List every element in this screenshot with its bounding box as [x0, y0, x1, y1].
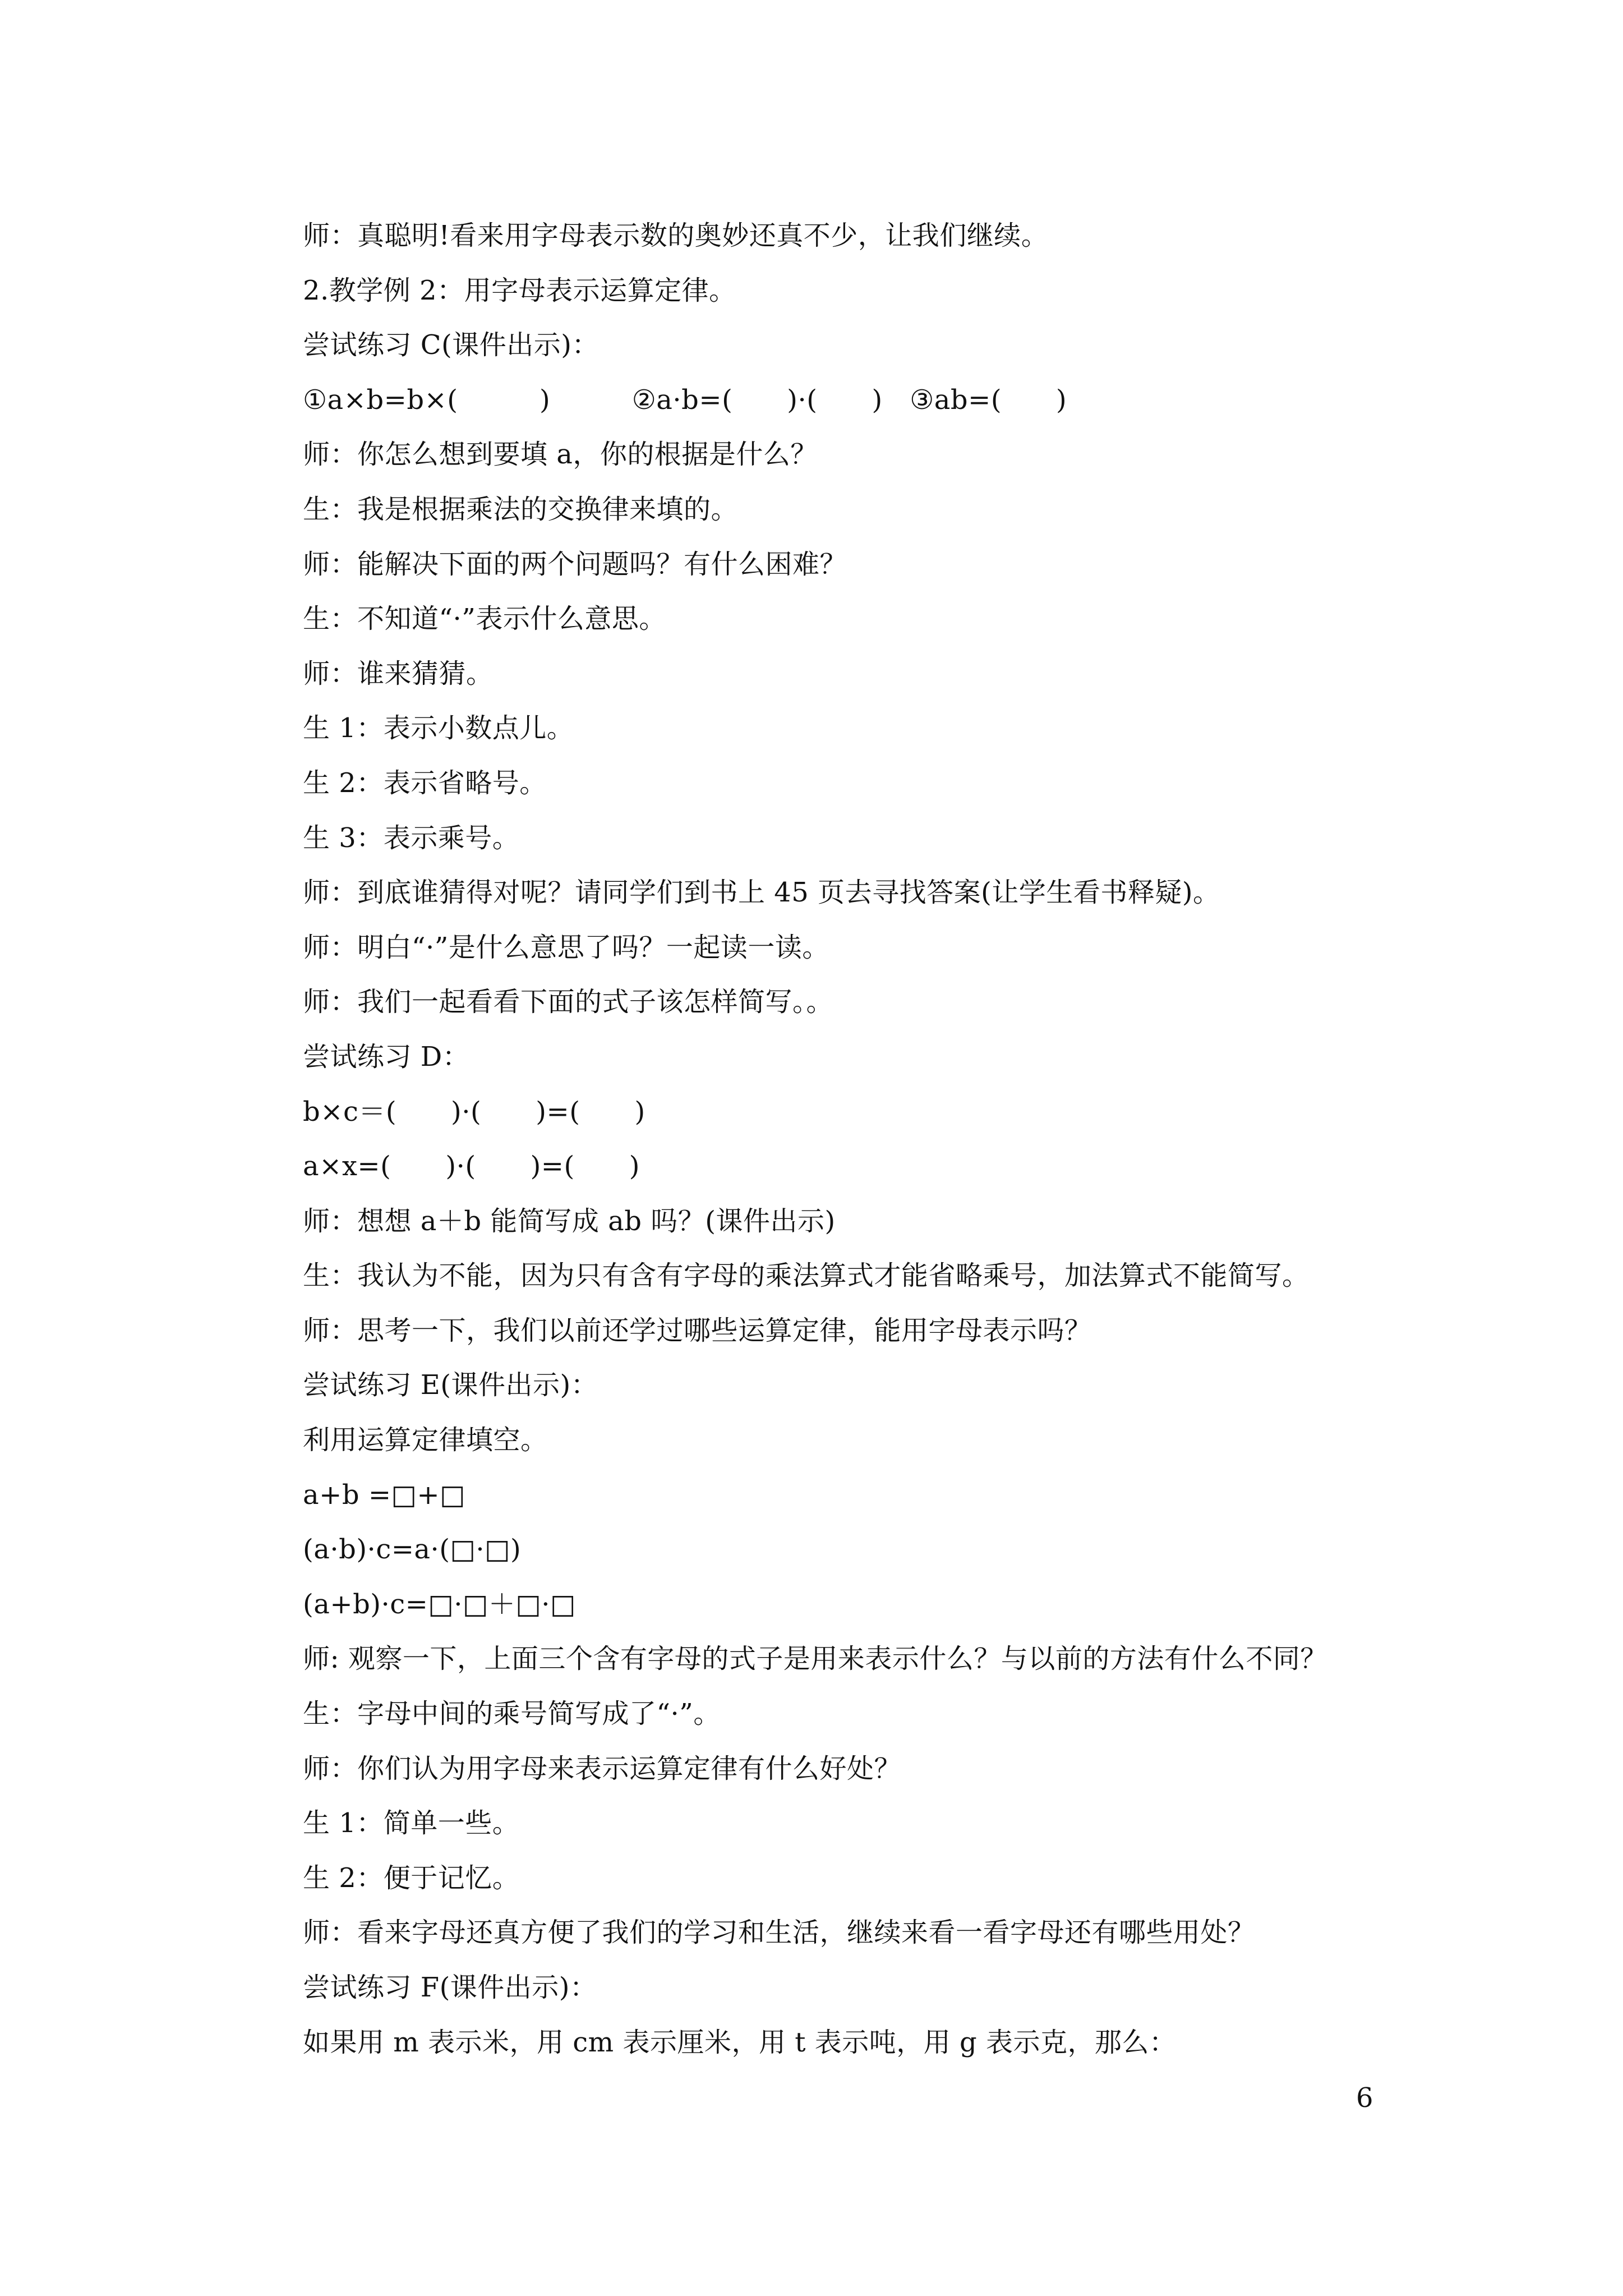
text-line: 生 3：表示乘号。: [303, 822, 520, 854]
text-line: 生 1：简单一些。: [303, 1807, 520, 1839]
text-line: 生：我认为不能，因为只有含有字母的乘法算式才能省略乘号，加法算式不能简写。: [303, 1260, 1310, 1292]
text-line: 师：你怎么想到要填 a，你的根据是什么？: [303, 439, 818, 471]
text-line: 尝试练习 E(课件出示)：: [303, 1369, 598, 1401]
text-line: 2.教学例 2：用字母表示运算定律。: [303, 274, 736, 306]
text-line: 生：不知道“·”表示什么意思。: [303, 603, 666, 635]
text-line: (a+b)·c=□·□＋□·□: [303, 1588, 576, 1620]
text-line: 师：看来字母还真方便了我们的学习和生活，继续来看一看字母还有哪些用处？: [303, 1917, 1255, 1949]
text-line: a+b =□+□: [303, 1479, 465, 1511]
text-line: 尝试练习 D：: [303, 1041, 470, 1073]
text-line: 如果用 m 表示米，用 cm 表示厘米，用 t 表示吨，用 g 表示克，那么：: [303, 2026, 1177, 2058]
text-line: b×c＝( )·( )=( ): [303, 1096, 645, 1128]
text-line: 师：我们一起看看下面的式子该怎样简写。。: [303, 986, 834, 1018]
text-line: 生：我是根据乘法的交换律来填的。: [303, 493, 739, 525]
text-line: 师：思考一下，我们以前还学过哪些运算定律，能用字母表示吗？: [303, 1314, 1092, 1346]
text-line: 生：字母中间的乘号简写成了“·”。: [303, 1698, 721, 1730]
text-line: 生 2：表示省略号。: [303, 767, 547, 799]
text-line: 尝试练习 F(课件出示)：: [303, 1972, 597, 2003]
text-line: 师：谁来猜猜。: [303, 657, 494, 689]
text-line: a×x=( )·( )=( ): [303, 1151, 640, 1182]
text-line: 师: 观察一下，上面三个含有字母的式子是用来表示什么？与以前的方法有什么不同？: [303, 1643, 1327, 1675]
text-line: 师：你们认为用字母来表示运算定律有什么好处？: [303, 1752, 902, 1784]
text-line: 师：想想 a＋b 能简写成 ab 吗？(课件出示): [303, 1205, 836, 1237]
text-line: 师：到底谁猜得对呢？请同学们到书上 45 页去寻找答案(让学生看书释疑)。: [303, 877, 1220, 909]
document-body: [303, 209, 1424, 2070]
page-number: 6: [1356, 2082, 1373, 2114]
text-line: 师：能解决下面的两个问题吗？有什么困难？: [303, 548, 847, 580]
text-line: 生 2：便于记忆。: [303, 1862, 520, 1894]
text-line: 师：明白“·”是什么意思了吗？一起读一读。: [303, 931, 829, 963]
text-line: 尝试练习 C(课件出示)：: [303, 329, 599, 361]
text-line: (a·b)·c=a·(□·□): [303, 1534, 522, 1566]
text-line: 生 1：表示小数点儿。: [303, 712, 574, 744]
text-line: 师：真聪明!看来用字母表示数的奥妙还真不少，让我们继续。: [303, 220, 1049, 251]
text-line: ①a×b=b×( ) ②a·b=( )·( ) ③ab=( ): [303, 384, 1067, 416]
text-line: 利用运算定律填空。: [303, 1424, 548, 1456]
